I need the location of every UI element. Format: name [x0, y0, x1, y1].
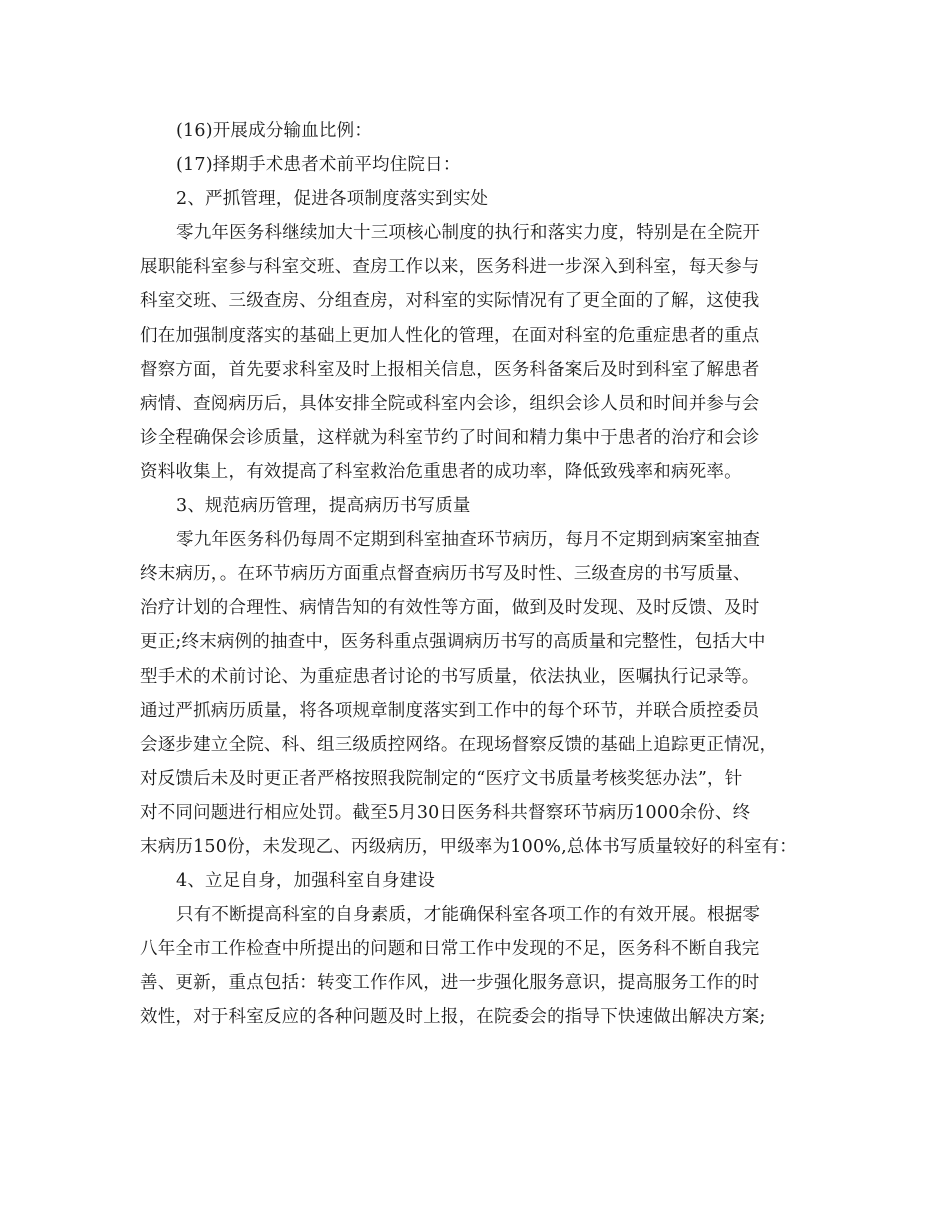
paragraph-line: 零九年医务科仍每周不定期到科室抽查环节病历，每月不定期到病案室抽查: [176, 530, 761, 551]
document-body: [140, 114, 820, 1035]
paragraph-line: 诊全程确保会诊质量，这样就为科室节约了时间和精力集中于患者的治疗和会诊: [140, 427, 760, 448]
paragraph-line: 型手术的术前讨论、为重症患者讨论的书写质量，依法执业，医嘱执行记录等。: [140, 666, 760, 687]
paragraph-line: 治疗计划的合理性、病情告知的有效性等方面，做到及时发现、及时反馈、及时: [140, 598, 760, 619]
paragraph-line: 会逐步建立全院、科、组三级质控网络。在现场督察反馈的基础上追踪更正情况，: [140, 734, 778, 755]
paragraph-line: 只有不断提高科室的自身素质，才能确保科室各项工作的有效开展。根据零: [176, 905, 761, 926]
section-heading: 4、立足自身，加强科室自身建设: [176, 871, 436, 892]
paragraph-line: 资料收集上，有效提高了科室救治危重患者的成功率，降低致残率和病死率。: [140, 461, 742, 482]
list-item: (17)择期手术患者术前平均住院日：: [176, 155, 461, 176]
paragraph-line: 们在加强制度落实的基础上更加人性化的管理，在面对科室的危重症患者的重点: [140, 325, 760, 346]
paragraph-line: 对不同问题进行相应处罚。截至5月30日医务科共督察环节病历1000余份、终: [140, 802, 751, 823]
list-item: (16)开展成分输血比例：: [176, 121, 373, 141]
paragraph-line: 科室交班、三级查房、分组查房，对科室的实际情况有了更全面的了解，这使我: [140, 291, 760, 312]
section-heading: 2、严抓管理，促进各项制度落实到实处: [176, 189, 489, 210]
paragraph-line: 更正;终末病例的抽查中，医务科重点强调病历书写的高质量和完整性，包括大中: [140, 632, 766, 653]
paragraph-line: 终末病历，。在环节病历方面重点督查病历书写及时性、三级查房的书写质量、: [140, 564, 751, 585]
paragraph-line: 督察方面，首先要求科室及时上报相关信息，医务科备案后及时到科室了解患者: [140, 359, 760, 380]
paragraph-line: 病情、查阅病历后，具体安排全院或科室内会诊，组织会诊人员和时间并参与会: [140, 393, 760, 414]
paragraph-line: 八年全市工作检查中所提出的问题和日常工作中发现的不足，医务科不断自我完: [140, 939, 760, 960]
section-heading: 3、规范病历管理，提高病历书写质量: [176, 496, 471, 517]
paragraph-line: 零九年医务科继续加大十三项核心制度的执行和落实力度，特别是在全院开: [176, 223, 761, 244]
paragraph-line: 末病历150份，未发现乙、丙级病历，甲级率为100%,总体书写质量较好的科室有：: [140, 836, 797, 857]
paragraph-line: 展职能科室参与科室交班、查房工作以来，医务科进一步深入到科室，每天参与: [140, 257, 760, 278]
paragraph-line: 效性，对于科室反应的各种问题及时上报，在院委会的指导下快速做出解决方案;: [140, 1007, 766, 1028]
paragraph-line: 对反馈后未及时更正者严格按照我院制定的“医疗文书质量考核奖惩办法”，针: [140, 768, 743, 789]
paragraph-line: 通过严抓病历质量，将各项规章制度落实到工作中的每个环节，并联合质控委员: [140, 700, 760, 721]
paragraph-line: 善、更新，重点包括：转变工作作风，进一步强化服务意识，提高服务工作的时: [140, 973, 760, 994]
